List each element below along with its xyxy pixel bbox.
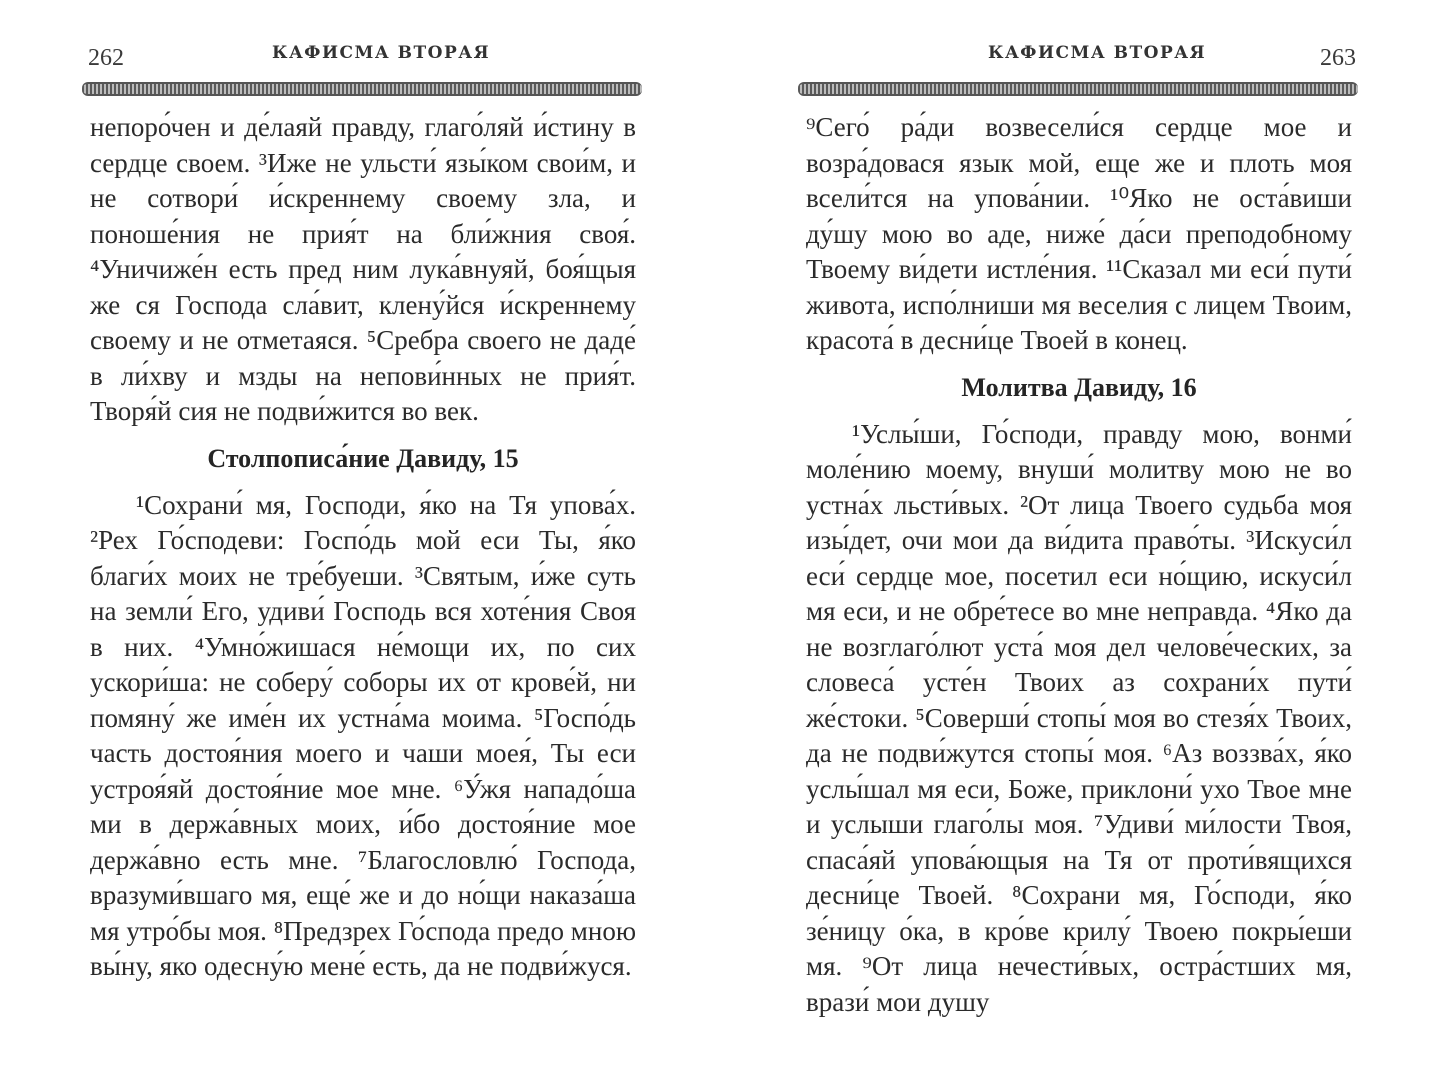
ornamental-rule	[82, 82, 642, 96]
paragraph: непоро́чен и де́лаяй правду, глаго́ляй и́стину в сердце своем. ³Иже не ульсти́ язы́ком свои́м, и не сотвори́ и́скреннему своему зла, и поноше́ния не прия́т на бли́жния своя́. ⁴Уничиже́н есть пред ним лука́внуяй, боя́щыя же ся Господа сла́вит, клену́йся и́скреннему своему и не отметаяся. ⁵Сребра своего не даде́ в ли́хву и мзды на непови́нных не прия́т. Творя́й сия не подви́жится во век.	[90, 112, 636, 426]
paragraph-text: ¹Услы́ши, Го́споди, правду мою, вонми́ моле́нию моему, внуши́ молитву мою не во устна́х льсти́вых. ²От лица Твоего судьба моя изы́дет, очи мои да ви́дита право́ты. ³Искуси́л еси́ сердце мое, посетил еси но́щию, искуси́л мя еси, и не обре́тесе во мне неправда. ⁴Яко да не возглаго́лют уста́ моя дел челове́ческих, за словеса́ усте́н Твоих аз сохрани́х пути́ же́стоки. ⁵Соверши́ стопы́ моя во стезя́х Твоих, да не подви́жутся стопы́ моя. ⁶Аз воззва́х, я́ко услы́шал мя еси, Боже, приклони́ ухо Твое мне и услыши глаго́лы моя. ⁷Удиви́ ми́лости Твоя, спаса́яй упова́ющыя на Тя от проти́вящихся десни́це Твоей. ⁸Сохрани мя, Го́споди, я́ко зе́ницу о́ка, в кро́ве крилу́ Твоею покры́еши мя. ⁹От лица нечести́вых, остра́стших мя, врази́ мои душу	[806, 418, 1352, 1017]
paragraph-text: ¹Сохрани́ мя, Господи, я́ко на Тя упова́х. ²Рех Го́сподеви: Госпо́дь мой еси Ты, я́ко благи́х моих не тре́буеши. ³Святым, и́же суть на земли́ Его, удиви́ Господь вся хоте́ния Своя в них. ⁴Умно́жишася не́мощи их, по сих ускори́ша: не соберу́ соборы их от крове́й, ни помяну́ же име́н их устна́ма моима. ⁵Госпо́дь часть достоя́ния моего и чаши моея́, Ты еси устроя́яй достоя́ние мое мне. ⁶У́жя нападо́ша ми в держа́вных моих, и́бо достоя́ние мое держа́вно есть мне. ⁷Благословлю́ Господа, вразуми́вшаго мя, еще́ же и до но́щи наказа́ша мя утро́бы моя. ⁸Предзрех Го́спода предо мною вы́ну, яко одесну́ю мене́ есть, да не подви́жуся.	[90, 489, 636, 981]
ornamental-rule	[798, 82, 1358, 96]
left-page	[82, 0, 642, 1080]
left-page-header	[82, 0, 642, 70]
running-title: КАФИСМА ВТОРАЯ	[272, 43, 491, 63]
running-title: КАФИСМА ВТОРАЯ	[988, 43, 1207, 63]
page-number: 262	[88, 45, 124, 71]
left-page-body	[90, 110, 636, 985]
psalm-heading: Молитва Давиду, 16	[961, 372, 1197, 402]
right-page-header	[798, 0, 1358, 70]
paragraph	[806, 417, 1352, 1021]
paragraph	[90, 488, 636, 985]
right-page	[798, 0, 1358, 1080]
paragraph: ⁹Сего́ ра́ди возвесели́ся сердце мое и возра́довася язык мой, еще же и плоть моя всели́тся на упова́нии. ¹⁰Яко не оста́виши ду́шу мою во аде, ниже́ да́си преподобному Твоему ви́дети истле́ния. ¹¹Сказал ми еси́ пути́ живота, испо́лниши мя веселия с лицем Твоим, красота́ в десни́це Твоей в конец.	[806, 112, 1352, 355]
right-page-body	[806, 110, 1352, 1020]
psalm-heading: Столпописа́ние Давиду, 15	[207, 443, 519, 473]
page-number: 263	[1320, 45, 1356, 71]
